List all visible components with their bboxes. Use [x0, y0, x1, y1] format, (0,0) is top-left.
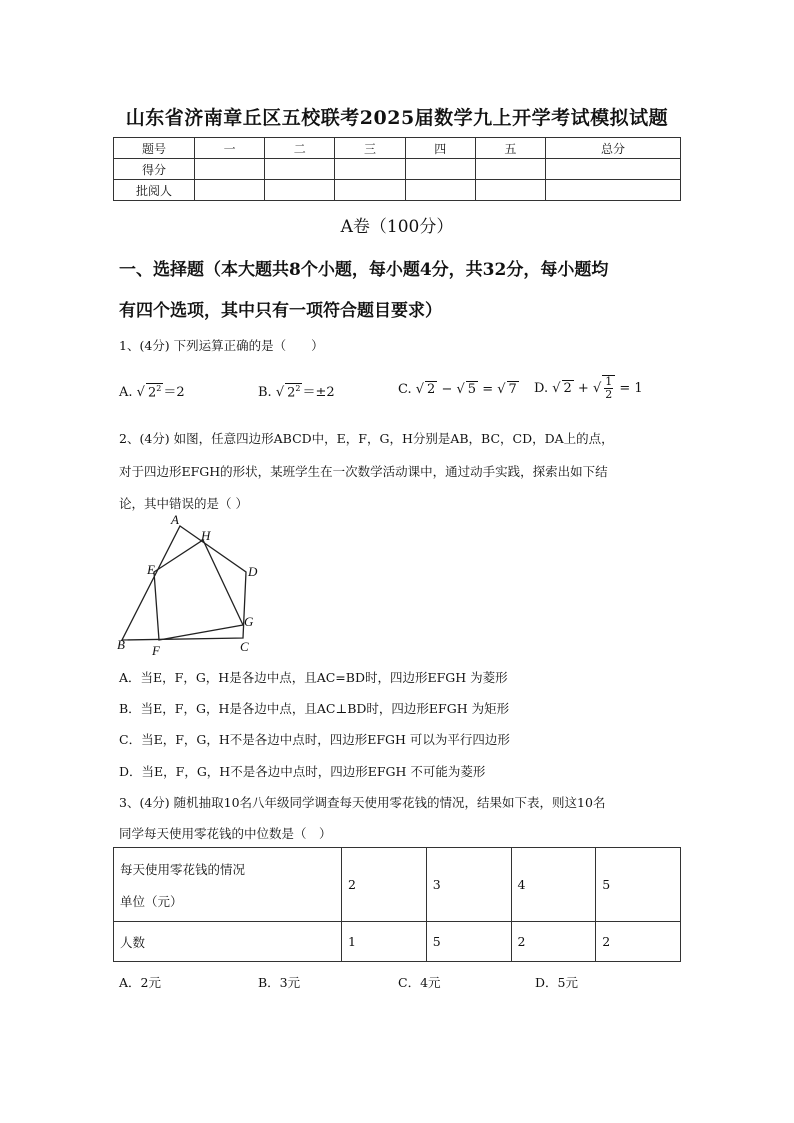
score-cell[interactable]	[195, 159, 265, 180]
score-table-header-row	[114, 138, 681, 159]
q2-option-b[interactable]: B．当E，F，G，H是各边中点，且AC⊥BD时，四边形EFGH 为矩形	[119, 701, 510, 716]
score-row-label: 得分	[114, 159, 195, 180]
grader-cell[interactable]	[475, 180, 545, 201]
option-label: C.	[398, 382, 412, 397]
table-row-header: 人数	[114, 922, 342, 962]
score-header-cell: 总分	[546, 138, 681, 159]
q3-option-c[interactable]: C．4元	[398, 975, 441, 990]
section1-heading-line2: 有四个选项，其中只有一项符合题目要求）	[119, 301, 442, 321]
score-header-cell: 三	[335, 138, 405, 159]
option-label: D.	[534, 381, 549, 396]
score-header-cell: 一	[195, 138, 265, 159]
quadrilateral-abcd	[122, 526, 246, 640]
option-label: B.	[258, 385, 272, 400]
table-row	[114, 922, 681, 962]
exponent: 2	[156, 383, 162, 393]
fraction	[604, 376, 613, 401]
table-cell: 2	[596, 922, 681, 962]
table-cell: 1	[342, 922, 427, 962]
question-2-line1: 2、(4分) 如图，任意四边形ABCD中，E，F，G，H分别是AB，BC，CD，DA上的点，	[119, 431, 614, 446]
score-cell[interactable]	[475, 159, 545, 180]
table-cell: 5	[426, 922, 511, 962]
table-cell: 4	[511, 848, 596, 922]
option-rhs: ＝2	[163, 385, 185, 400]
q3-option-a[interactable]: A．2元	[119, 975, 161, 990]
q2-option-d[interactable]: D．当E，F，G，H不是各边中点时，四边形EFGH 不可能为菱形	[119, 764, 486, 779]
question-2-line2: 对于四边形EFGH的形状，某班学生在一次数学活动课中，通过动手实践，探索出如下结	[119, 464, 608, 479]
option-rhs: = 1	[619, 381, 643, 396]
q2-option-a[interactable]: A．当E，F，G，H是各边中点，且AC=BD时，四边形EFGH 为菱形	[119, 670, 508, 685]
question-3-line1: 3、(4分) 随机抽取10名八年级同学调查每天使用零花钱的情况，结果如下表，则这10名	[119, 795, 606, 810]
q1-option-a[interactable]: A. √ $2^2 =2$	[119, 383, 185, 400]
table-row	[114, 848, 681, 922]
q3-option-b[interactable]: B．3元	[258, 975, 301, 990]
label-h: H	[201, 528, 211, 543]
label-g: G	[244, 614, 254, 629]
grader-row	[114, 180, 681, 201]
q1-option-d[interactable]: D. √ 2 + √ $\frac{1}{2}$ = 1	[534, 375, 643, 401]
quadrilateral-figure	[114, 512, 274, 660]
score-cell[interactable]	[405, 159, 475, 180]
grader-cell[interactable]	[265, 180, 335, 201]
label-e: E	[147, 562, 155, 577]
section1-heading-line1: 一、选择题（本大题共8个小题，每小题4分，共32分，每小题均	[119, 260, 609, 280]
label-d: D	[248, 564, 258, 579]
grader-cell[interactable]	[405, 180, 475, 201]
question-1-options	[119, 375, 679, 405]
base: 2	[147, 385, 157, 400]
label-f: F	[152, 643, 160, 658]
table-cell: 2	[511, 922, 596, 962]
pocket-money-table	[113, 847, 681, 962]
radicand: 7	[508, 382, 517, 397]
score-header-cell: 四	[405, 138, 475, 159]
score-table	[113, 137, 681, 201]
label-c: C	[240, 639, 249, 654]
table-cell: 2	[342, 848, 427, 922]
radicand: 2	[563, 381, 572, 396]
base: 2	[287, 385, 296, 400]
score-cell[interactable]	[546, 159, 681, 180]
exponent: 2	[295, 383, 301, 393]
grader-cell[interactable]	[335, 180, 405, 201]
table-cell: 5	[596, 848, 681, 922]
grader-cell[interactable]	[546, 180, 681, 201]
question-2-line3: 论，其中错误的是（ ）	[119, 496, 248, 511]
grader-cell[interactable]	[195, 180, 265, 201]
radicand: 5	[467, 382, 477, 397]
row-label-line: 单位（元）	[120, 893, 183, 909]
score-cell[interactable]	[335, 159, 405, 180]
numerator: 1	[605, 375, 613, 388]
score-header-cell: 二	[265, 138, 335, 159]
page-title: 山东省济南章丘区五校联考2025届数学九上开学考试模拟试题	[125, 107, 669, 129]
option-label: A.	[119, 385, 133, 400]
q1-option-b[interactable]: B. √ $2^2 =\pm 2$	[258, 383, 335, 400]
table-cell: 3	[426, 848, 511, 922]
q3-option-d[interactable]: D．5元	[535, 975, 578, 990]
denominator: 2	[605, 388, 613, 401]
section-a-heading: A卷（100分）	[340, 217, 454, 237]
option-rhs: ＝±2	[302, 385, 335, 400]
score-cell[interactable]	[265, 159, 335, 180]
radicand: 2	[427, 382, 436, 397]
label-b: B	[117, 637, 125, 652]
quadrilateral-efgh	[154, 540, 243, 640]
question-1-stem: 1、(4分) 下列运算正确的是（ ）	[119, 338, 324, 353]
q2-option-c[interactable]: C．当E，F，G，H不是各边中点时，四边形EFGH 可以为平行四边形	[119, 732, 510, 747]
row-label-line: 每天使用零花钱的情况	[120, 861, 246, 877]
q1-option-c[interactable]: C. √ 2 − √ 5 = √ 7	[398, 382, 517, 397]
label-a: A	[171, 512, 179, 527]
score-header-cell: 题号	[114, 138, 195, 159]
score-row	[114, 159, 681, 180]
question-3-line2: 同学每天使用零花钱的中位数是（ ）	[119, 826, 332, 841]
score-header-cell: 五	[475, 138, 545, 159]
score-row-label: 批阅人	[114, 180, 195, 201]
table-row-header	[114, 848, 342, 922]
